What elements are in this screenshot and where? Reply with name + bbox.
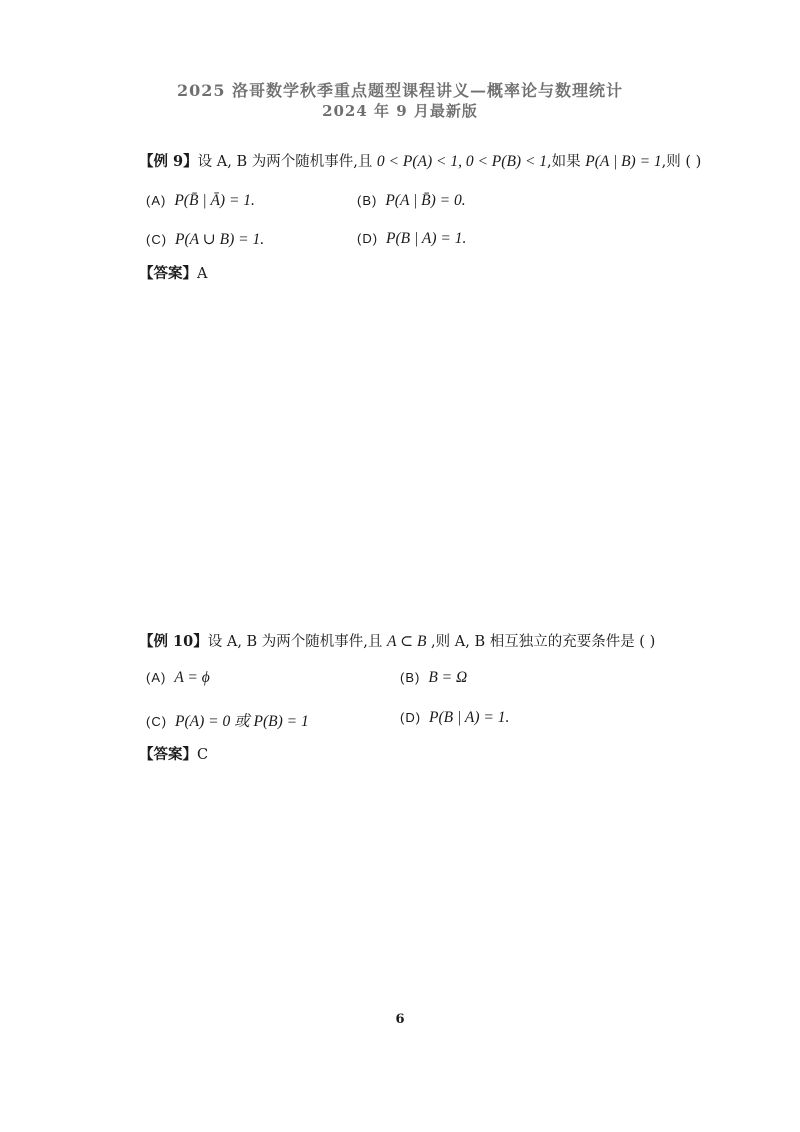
option-text: P(B̄ | Ā) = 1. (174, 192, 255, 209)
example-10-option-b (400, 669, 467, 687)
example-9-tag: 【例 9】 (139, 153, 198, 170)
document-title: 2025 洛哥数学秋季重点题型课程讲义—概率论与数理统计 (176, 81, 624, 100)
option-text: B = Ω (428, 669, 468, 686)
option-text: P(A ∪ B) = 1. (175, 231, 265, 248)
option-label: (D) (357, 231, 379, 246)
document-subtitle: 2024 年 9 月最新版 (322, 102, 478, 120)
example-9-given: P(A | B) = 1 (585, 153, 662, 170)
option-label: (C) (146, 232, 168, 247)
example-10-stem-text: 设 A, B 为两个随机事件,且 (207, 634, 388, 650)
example-9-stem-text: 设 A, B 为两个随机事件,且 (197, 154, 377, 170)
option-text: P(B | A) = 1. (386, 230, 467, 247)
option-label: (A) (146, 193, 167, 208)
example-10-answer (139, 743, 208, 764)
option-label: (C) (146, 714, 168, 729)
example-9-stem-mid: ,如果 (547, 154, 586, 170)
example-10-option-c (146, 709, 309, 731)
example-9-option-c (146, 230, 264, 249)
example-9-option-d (357, 230, 466, 248)
option-label: (A) (146, 670, 167, 685)
answer-value: C (197, 747, 209, 763)
answer-label: 【答案】 (139, 265, 197, 282)
example-10-option-a (146, 669, 210, 687)
example-10-stem-mid: ,则 A, B 相互独立的充要条件是 ( ) (426, 634, 656, 650)
option-text: A = ϕ (174, 669, 210, 686)
option-label: (D) (400, 710, 422, 725)
example-10-stem (139, 630, 655, 651)
example-10-option-d (400, 709, 509, 727)
example-9-answer (139, 262, 207, 283)
option-text: P(B | A) = 1. (429, 709, 510, 726)
example-9-stem-end: ,则 ( ) (661, 154, 702, 170)
answer-label: 【答案】 (139, 746, 197, 763)
example-9-condition: 0 < P(A) < 1, 0 < P(B) < 1 (376, 153, 548, 170)
answer-value: A (197, 266, 208, 282)
option-text: P(A | B̄) = 0. (385, 192, 466, 209)
example-10-condition: A ⊂ B (387, 633, 427, 650)
example-10-tag: 【例 10】 (139, 633, 208, 650)
example-9-option-b (357, 192, 466, 210)
option-label: (B) (400, 670, 421, 685)
option-label: (B) (357, 193, 378, 208)
option-text: P(A) = 0 或 P(B) = 1 (175, 713, 309, 730)
example-9-option-a (146, 192, 255, 210)
example-9-stem (139, 150, 701, 171)
page-number: 6 (395, 1012, 405, 1027)
